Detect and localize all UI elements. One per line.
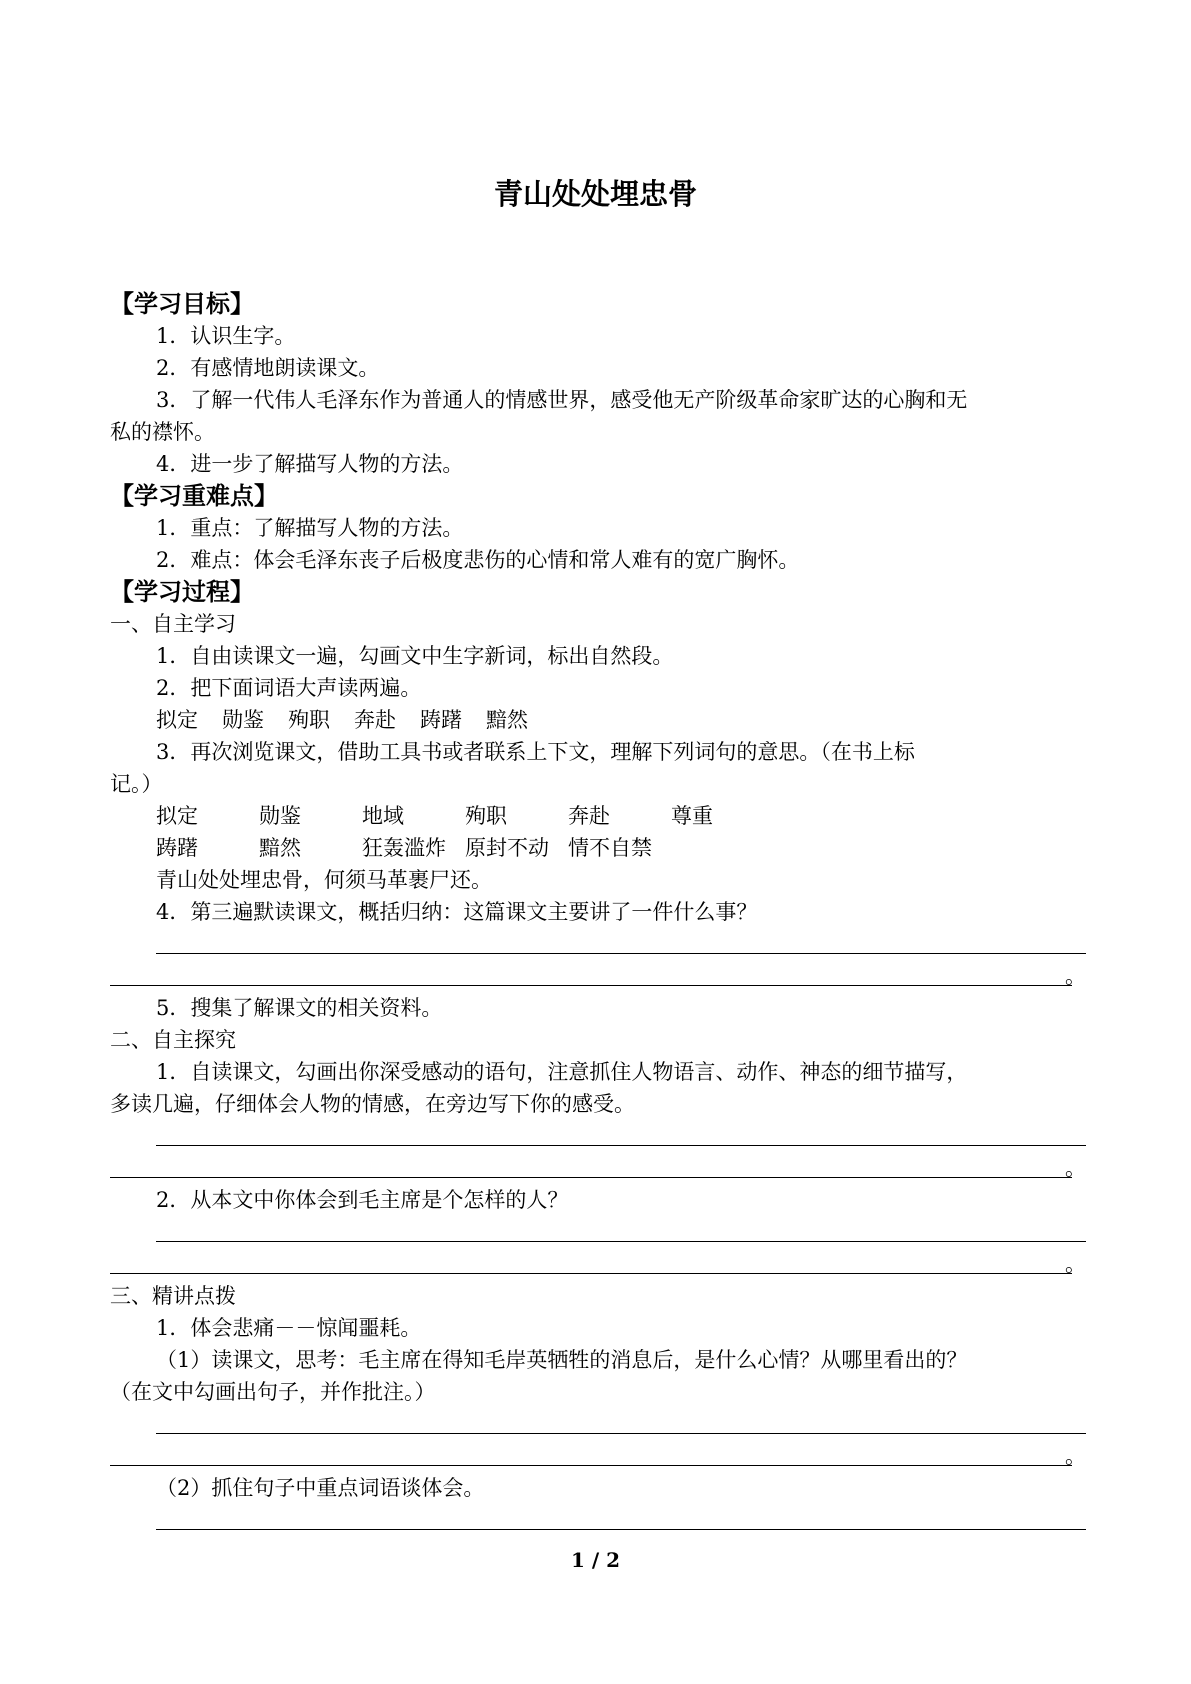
vocabulary-word: 黯然	[259, 836, 301, 860]
vocabulary-word: 殉职	[465, 804, 507, 828]
question-text-continued: 记。）	[110, 772, 163, 796]
question-text: 4．第三遍默读课文，概括归纳：这篇课文主要讲了一件什么事？	[156, 900, 758, 924]
answer-line[interactable]	[110, 1120, 1086, 1152]
question-text: （2）抓住句子中重点词语谈体会。	[156, 1476, 485, 1500]
question-text-continued: 多读几遍，仔细体会人物的情感，在旁边写下你的感受。	[110, 1092, 635, 1116]
vocabulary-word: 原封不动	[465, 836, 549, 860]
vocabulary-word: 地域	[362, 804, 404, 828]
vocabulary-list	[110, 704, 1086, 736]
section-title: 一、自主学习	[110, 612, 236, 636]
section-title: 二、自主探究	[110, 1028, 236, 1052]
answer-line[interactable]: 。	[110, 1152, 1086, 1184]
vocabulary-word: 殉职	[288, 708, 330, 732]
vocabulary-row	[156, 800, 1086, 832]
process-heading: 【学习过程】	[110, 578, 254, 606]
key-points-heading: 【学习重难点】	[110, 482, 278, 510]
question-text: 1．自读课文，勾画出你深受感动的语句，注意抓住人物语言、动作、神态的细节描写，	[156, 1060, 968, 1084]
vocabulary-word: 踌躇	[156, 836, 198, 860]
vocabulary-word: 拟定	[156, 804, 198, 828]
question-text: （1）读课文，思考：毛主席在得知毛岸英牺牲的消息后，是什么心情？从哪里看出的？	[156, 1348, 968, 1372]
goal-item: 3．了解一代伟人毛泽东作为普通人的情感世界，感受他无产阶级革命家旷达的心胸和无	[156, 388, 968, 412]
goal-item: 4．进一步了解描写人物的方法。	[156, 452, 464, 476]
goal-item: 2．有感情地朗读课文。	[156, 356, 380, 380]
question-text-continued: （在文中勾画出句子，并作批注。）	[110, 1380, 436, 1404]
vocabulary-word: 勋鉴	[222, 708, 264, 732]
vocabulary-word: 狂轰滥炸	[362, 836, 446, 860]
vocabulary-word: 拟定	[156, 708, 198, 732]
question-text: 5．搜集了解课文的相关资料。	[156, 996, 443, 1020]
question-text: 1．自由读课文一遍，勾画文中生字新词，标出自然段。	[156, 644, 674, 668]
vocabulary-word: 勋鉴	[259, 804, 301, 828]
section-title: 三、精讲点拨	[110, 1284, 236, 1308]
poem-sentence: 青山处处埋忠骨，何须马革裹尸还。	[156, 868, 492, 892]
answer-line[interactable]	[110, 1408, 1086, 1440]
page-number: 1 / 2	[570, 1548, 621, 1572]
answer-line[interactable]: 。	[110, 1248, 1086, 1280]
page-title: 青山处处埋忠骨	[493, 177, 697, 211]
goal-item: 1．认识生字。	[156, 324, 296, 348]
vocabulary-word: 尊重	[671, 804, 713, 828]
vocabulary-word: 黯然	[486, 708, 528, 732]
vocabulary-word: 踌躇	[420, 708, 462, 732]
key-point-item: 2．难点：体会毛泽东丧子后极度悲伤的心情和常人难有的宽广胸怀。	[156, 548, 800, 572]
answer-line[interactable]	[110, 928, 1086, 960]
worksheet-content	[110, 288, 1086, 1536]
goal-item-continued: 私的襟怀。	[110, 420, 215, 444]
question-text: 3．再次浏览课文，借助工具书或者联系上下文，理解下列词句的意思。（在书上标	[156, 740, 915, 764]
question-text: 1．体会悲痛－－惊闻噩耗。	[156, 1316, 422, 1340]
answer-line[interactable]: 。	[110, 960, 1086, 992]
question-text: 2．把下面词语大声读两遍。	[156, 676, 422, 700]
key-point-item: 1．重点：了解描写人物的方法。	[156, 516, 464, 540]
answer-line[interactable]	[110, 1504, 1086, 1536]
vocabulary-row	[156, 832, 1086, 864]
vocabulary-grid	[110, 800, 1086, 864]
answer-line[interactable]	[110, 1216, 1086, 1248]
goals-heading: 【学习目标】	[110, 290, 254, 318]
vocabulary-word: 情不自禁	[568, 836, 652, 860]
answer-line[interactable]: 。	[110, 1440, 1086, 1472]
vocabulary-word: 奔赴	[568, 804, 610, 828]
vocabulary-word: 奔赴	[354, 708, 396, 732]
question-text: 2．从本文中你体会到毛主席是个怎样的人？	[156, 1188, 569, 1212]
